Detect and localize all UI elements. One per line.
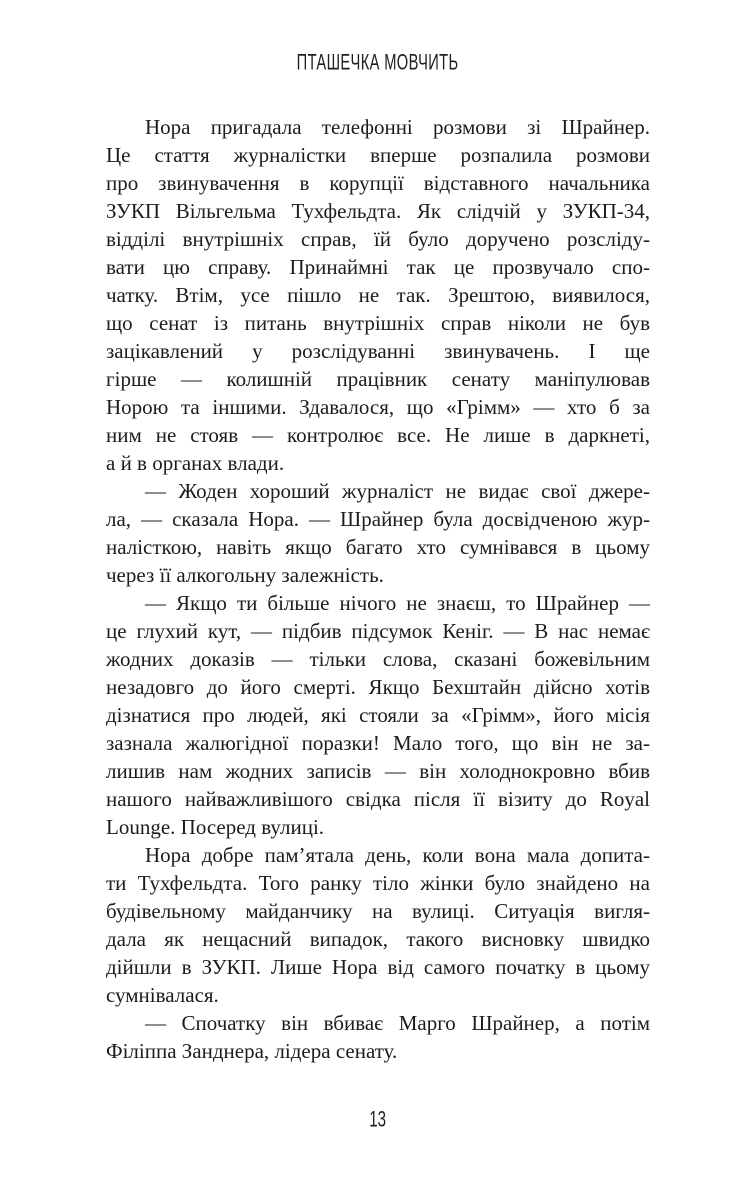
- text-line: через її алкогольну залежність.: [106, 563, 384, 587]
- running-header: [0, 51, 756, 75]
- text-line: що сенат із питань внутрішніх справ ніколи не був: [106, 311, 650, 335]
- text-line: лишив нам жодних записів — він холоднокровно вбив: [106, 759, 650, 783]
- text-line: зазнала жалюгідної поразки! Мало того, що він не за-: [106, 731, 650, 755]
- text-line: будівельному майданчику на вулиці. Ситуація вигля-: [106, 899, 650, 923]
- text-line: — Спочатку він вбиває Марго Шрайнер, а потім: [145, 1011, 650, 1035]
- text-line: чатку. Втім, усе пішло не так. Зрештою, виявилося,: [106, 283, 650, 307]
- text-line: гірше — колишній працівник сенату маніпулював: [106, 367, 650, 391]
- paragraph: [106, 113, 650, 477]
- text-line: дала як нещасний випадок, такого висновку швидко: [106, 927, 650, 951]
- text-line: відділі внутрішніх справ, їй було доручено розсліду-: [106, 227, 650, 251]
- text-line: налісткою, навіть якщо багато хто сумнівався в цьому: [106, 535, 650, 559]
- text-line: незадовго до його смерті. Якщо Бехштайн дійсно хотів: [106, 675, 650, 699]
- text-line: вати цю справу. Принаймні так це прозвучало спо-: [106, 255, 650, 279]
- text-line: ти Тухфельдта. Того ранку тіло жінки було знайдено на: [106, 871, 650, 895]
- running-header-title: ПТАШЕЧКА МОВЧИТЬ: [297, 50, 459, 75]
- text-line: Lounge. Посеред вулиці.: [106, 815, 325, 839]
- text-line: жодних доказів — тільки слова, сказані божевільним: [106, 647, 650, 671]
- text-line: зацікавлений у розслідуванні звинувачень. І ще: [106, 339, 650, 363]
- paragraph: [106, 841, 650, 1009]
- text-line: дізнатися про людей, які стояли за «Грімм», його місія: [106, 703, 650, 727]
- text-line: сумнівалася.: [106, 983, 219, 1007]
- text-line: — Жоден хороший журналіст не видає свої джере-: [145, 479, 650, 503]
- text-line: ним не стояв — контролює все. Не лише в даркнеті,: [106, 423, 650, 447]
- text-line: ла, — сказала Нора. — Шрайнер була досвідченою жур-: [106, 507, 650, 531]
- paragraph: [106, 477, 650, 589]
- paragraph: [106, 589, 650, 841]
- text-line: — Якщо ти більше нічого не знаєш, то Шрайнер —: [145, 591, 650, 615]
- text-line: а й в органах влади.: [106, 451, 285, 475]
- text-line: Нора добре пам’ятала день, коли вона мала допита-: [145, 843, 650, 867]
- text-line: про звинувачення в корупції відставного начальника: [106, 171, 650, 195]
- text-line: Норою та іншими. Здавалося, що «Грімм» — хто б за: [106, 395, 650, 419]
- page-number: [0, 1108, 756, 1132]
- page-number-value: 13: [369, 1107, 387, 1132]
- body-text: [106, 113, 650, 1065]
- text-line: Це стаття журналістки вперше розпалила розмови: [106, 143, 650, 167]
- paragraph: [106, 1009, 650, 1065]
- text-line: Філіппа Занднера, лідера сенату.: [106, 1039, 398, 1063]
- text-line: це глухий кут, — підбив підсумок Кеніг. — В нас немає: [106, 619, 650, 643]
- text-line: Нора пригадала телефонні розмови зі Шрайнер.: [145, 115, 650, 139]
- text-line: нашого найважливішого свідка після її візиту до Royal: [106, 787, 650, 811]
- text-line: дійшли в ЗУКП. Лише Нора від самого початку в цьому: [106, 955, 650, 979]
- text-line: ЗУКП Вільгельма Тухфельдта. Як слідчій у ЗУКП-34,: [106, 199, 650, 223]
